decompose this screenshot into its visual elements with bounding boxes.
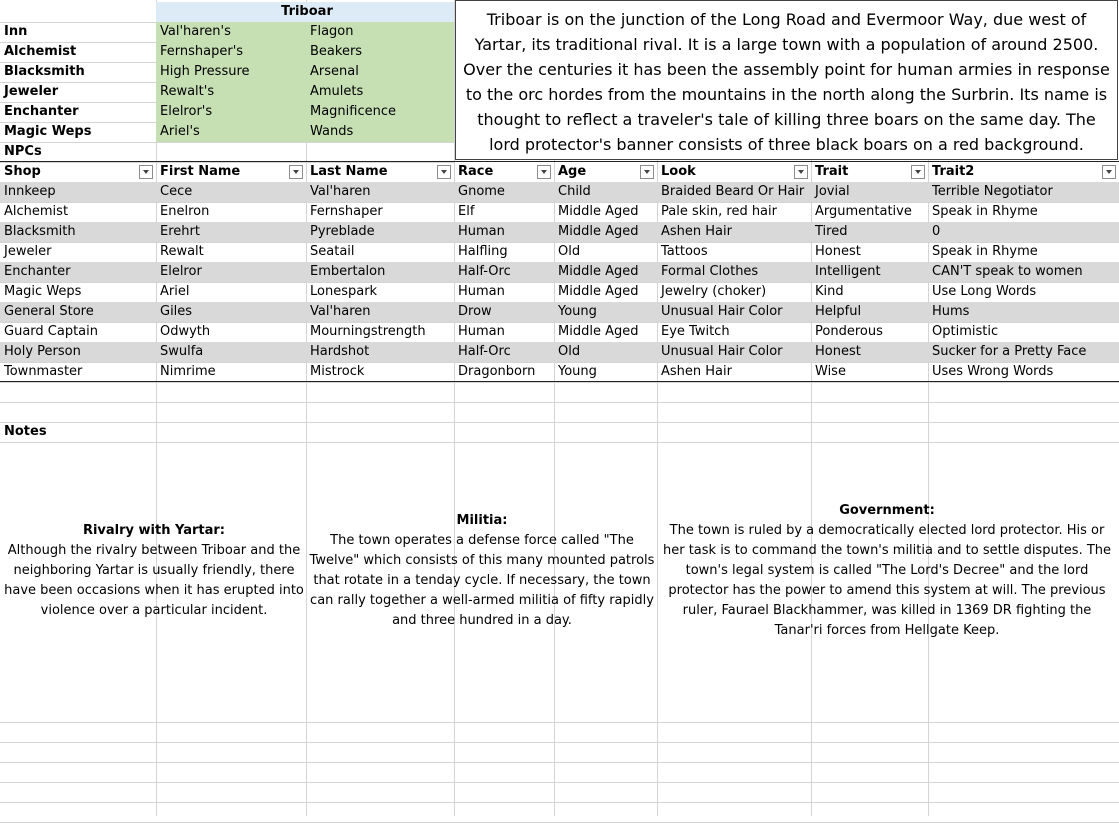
table-cell[interactable]: Townmaster bbox=[4, 364, 83, 379]
gridline bbox=[0, 422, 1119, 423]
table-cell[interactable]: Jewelry (choker) bbox=[661, 284, 767, 299]
table-cell[interactable]: Use Long Words bbox=[932, 284, 1037, 299]
table-cell[interactable]: Uses Wrong Words bbox=[932, 364, 1054, 379]
table-cell[interactable]: Wise bbox=[815, 364, 846, 379]
table-cell[interactable]: Sucker for a Pretty Face bbox=[928, 342, 1119, 362]
shop-item[interactable]: Magnificence bbox=[306, 102, 454, 122]
table-cell[interactable]: Human bbox=[458, 284, 505, 299]
table-cell[interactable]: Human bbox=[454, 222, 554, 242]
table-cell[interactable]: Val'haren bbox=[306, 182, 454, 202]
table-cell[interactable]: Old bbox=[558, 244, 581, 259]
table-cell[interactable]: Blacksmith bbox=[0, 222, 156, 242]
table-cell[interactable]: Lonespark bbox=[310, 284, 378, 299]
table-cell[interactable]: Middle Aged bbox=[558, 324, 639, 339]
shop-type[interactable]: Blacksmith bbox=[4, 64, 85, 79]
note-title: Rivalry with Yartar: bbox=[82, 523, 226, 538]
column-header-label: Trait2 bbox=[932, 164, 975, 179]
table-cell[interactable]: Young bbox=[554, 302, 657, 322]
column-header-label: Last Name bbox=[310, 164, 388, 179]
table-cell[interactable]: Swulfa bbox=[156, 342, 306, 362]
filter-dropdown-icon[interactable] bbox=[289, 165, 303, 179]
table-cell[interactable]: Ariel bbox=[160, 284, 190, 299]
shop-name[interactable]: Elelror's bbox=[156, 102, 306, 122]
table-cell[interactable]: Half-Orc bbox=[454, 342, 554, 362]
filter-dropdown-icon[interactable] bbox=[794, 165, 808, 179]
table-cell[interactable]: Fernshaper bbox=[310, 204, 383, 219]
table-cell[interactable]: Unusual Hair Color bbox=[657, 302, 811, 322]
table-bottom-border bbox=[0, 381, 1119, 382]
table-cell[interactable]: Ponderous bbox=[815, 324, 883, 339]
shop-type[interactable]: Inn bbox=[4, 24, 28, 39]
table-cell[interactable]: Middle Aged bbox=[558, 284, 639, 299]
table-cell[interactable]: Tired bbox=[811, 222, 928, 242]
table-cell[interactable]: Hums bbox=[928, 302, 1119, 322]
column-header[interactable] bbox=[554, 162, 657, 182]
note-body: The town is ruled by a democratically elected lord protector. His or her task is to command the town's militia and to settle disputes. The town's legal system is called "The Lord's Decree" and the lord protector has the power to amend this system at will. The previous ruler, Faurael Blackhammer, was killed in 1369 DR fighting the Tanar'ri forces from Hellgate Keep. bbox=[662, 523, 1112, 638]
table-cell[interactable]: Terrible Negotiator bbox=[928, 182, 1119, 202]
table-cell[interactable]: Mistrock bbox=[310, 364, 365, 379]
table-cell[interactable]: Elelror bbox=[156, 262, 306, 282]
table-cell[interactable]: Seatail bbox=[310, 244, 355, 259]
table-cell[interactable]: Val'haren bbox=[306, 302, 454, 322]
table-cell[interactable]: Pale skin, red hair bbox=[661, 204, 777, 219]
filter-dropdown-icon[interactable] bbox=[640, 165, 654, 179]
shop-type[interactable]: Enchanter bbox=[4, 104, 79, 119]
table-cell[interactable]: Ashen Hair bbox=[661, 364, 732, 379]
column-header-label: Trait bbox=[815, 164, 849, 179]
shop-type[interactable]: Jeweler bbox=[4, 84, 59, 99]
gridline bbox=[0, 382, 1119, 383]
table-cell[interactable]: Alchemist bbox=[4, 204, 69, 219]
table-cell[interactable]: Speak in Rhyme bbox=[932, 204, 1038, 219]
notes-label[interactable]: Notes bbox=[4, 424, 47, 439]
note-body: The town operates a defense force called "The Twelve" which consists of this many mounted patrols that rotate in a tenday cycle. If necessary, the town can rally together a well-armed militia of fifty rapidly and three hundred in a day. bbox=[309, 533, 655, 628]
table-cell[interactable]: Magic Weps bbox=[4, 284, 82, 299]
table-cell[interactable]: Honest bbox=[811, 342, 928, 362]
table-cell[interactable]: Young bbox=[558, 364, 597, 379]
table-cell[interactable]: General Store bbox=[0, 302, 156, 322]
table-cell[interactable]: Half-Orc bbox=[454, 262, 554, 282]
table-cell[interactable]: Guard Captain bbox=[4, 324, 98, 339]
shop-item[interactable]: Amulets bbox=[306, 82, 454, 102]
shop-type[interactable]: Alchemist bbox=[4, 44, 77, 59]
filter-dropdown-icon[interactable] bbox=[911, 165, 925, 179]
table-cell[interactable]: Innkeep bbox=[0, 182, 156, 202]
shop-name[interactable]: Val'haren's bbox=[156, 22, 306, 42]
table-cell[interactable]: Child bbox=[554, 182, 657, 202]
table-cell[interactable]: Speak in Rhyme bbox=[932, 244, 1038, 259]
table-cell[interactable]: Middle Aged bbox=[554, 262, 657, 282]
table-cell[interactable]: Halfling bbox=[458, 244, 508, 259]
gridline bbox=[0, 442, 1119, 443]
table-cell[interactable]: Kind bbox=[815, 284, 844, 299]
table-cell[interactable]: Gnome bbox=[454, 182, 554, 202]
table-cell[interactable]: Formal Clothes bbox=[657, 262, 811, 282]
gridline bbox=[0, 402, 1119, 403]
table-cell[interactable]: Helpful bbox=[811, 302, 928, 322]
table-cell[interactable]: Cece bbox=[156, 182, 306, 202]
table-cell[interactable]: Human bbox=[458, 324, 505, 339]
column-header[interactable] bbox=[156, 162, 306, 182]
column-header[interactable] bbox=[811, 162, 928, 182]
table-cell[interactable]: Enelron bbox=[160, 204, 210, 219]
column-header[interactable] bbox=[928, 162, 1119, 182]
npcs-label[interactable]: NPCs bbox=[4, 144, 42, 159]
shop-item[interactable]: Beakers bbox=[306, 42, 454, 62]
table-cell[interactable]: 0 bbox=[928, 222, 1119, 242]
table-cell[interactable]: Erehrt bbox=[156, 222, 306, 242]
table-cell[interactable]: Tattoos bbox=[661, 244, 708, 259]
table-cell[interactable]: Jovial bbox=[811, 182, 928, 202]
table-cell[interactable]: Intelligent bbox=[811, 262, 928, 282]
shop-name[interactable]: Rewalt's bbox=[156, 82, 306, 102]
table-cell[interactable]: Argumentative bbox=[815, 204, 912, 219]
table-cell[interactable]: Jeweler bbox=[4, 244, 52, 259]
gridline bbox=[0, 742, 1119, 743]
filter-dropdown-icon[interactable] bbox=[1102, 165, 1116, 179]
note-title: Militia: bbox=[456, 513, 508, 528]
town-description[interactable]: Triboar is on the junction of the Long Road and Evermoor Way, due west of Yartar, its traditional rival. It is a large town with a population of around 2500. Over the centuries it has been the assembly point for human armies in response to the orc hordes from the mountains in the north along the Surbrin. Its name is thought to reflect a traveler's tale of killing three boars on the same day. The lord protector's banner consists of three black boars on a red background. bbox=[455, 0, 1118, 160]
shop-name[interactable]: Fernshaper's bbox=[156, 42, 306, 62]
filter-dropdown-icon[interactable] bbox=[537, 165, 551, 179]
table-cell[interactable]: Drow bbox=[454, 302, 554, 322]
table-cell[interactable]: Enchanter bbox=[0, 262, 156, 282]
table-cell[interactable]: Eye Twitch bbox=[661, 324, 730, 339]
table-cell[interactable]: Pyreblade bbox=[306, 222, 454, 242]
column-header[interactable] bbox=[0, 162, 156, 182]
filter-dropdown-icon[interactable] bbox=[139, 165, 153, 179]
table-cell[interactable]: Honest bbox=[815, 244, 861, 259]
gridline bbox=[0, 782, 1119, 783]
table-cell[interactable]: Elf bbox=[458, 204, 475, 219]
table-cell[interactable]: Mourningstrength bbox=[310, 324, 426, 339]
table-cell[interactable]: Rewalt bbox=[160, 244, 204, 259]
table-cell[interactable]: Hardshot bbox=[306, 342, 454, 362]
shop-item[interactable]: Arsenal bbox=[306, 62, 454, 82]
note-government[interactable] bbox=[661, 501, 1113, 641]
table-cell[interactable]: Nimrime bbox=[160, 364, 216, 379]
filter-dropdown-icon[interactable] bbox=[437, 165, 451, 179]
table-cell[interactable]: Ashen Hair bbox=[657, 222, 811, 242]
gridline bbox=[0, 802, 1119, 803]
note-title: Government: bbox=[839, 503, 935, 518]
column-header-label: First Name bbox=[160, 164, 241, 179]
shop-item[interactable]: Flagon bbox=[306, 22, 454, 42]
town-title[interactable]: Triboar bbox=[156, 2, 454, 22]
gridline bbox=[0, 722, 1119, 723]
table-cell[interactable]: Optimistic bbox=[932, 324, 999, 339]
shop-item[interactable]: Wands bbox=[306, 122, 454, 142]
table-cell[interactable]: CAN'T speak to women bbox=[928, 262, 1119, 282]
column-header[interactable] bbox=[657, 162, 811, 182]
table-cell[interactable]: Middle Aged bbox=[558, 204, 639, 219]
column-header-label: Age bbox=[558, 164, 587, 179]
table-cell[interactable]: Dragonborn bbox=[458, 364, 536, 379]
table-cell[interactable]: Braided Beard Or Hair bbox=[657, 182, 811, 202]
gridline bbox=[0, 762, 1119, 763]
table-cell[interactable]: Odwyth bbox=[160, 324, 211, 339]
note-body: Although the rivalry between Triboar and the neighboring Yartar is usually friendly, there have been occasions when it has erupted into violence over a particular incident. bbox=[4, 543, 304, 618]
column-header-label: Look bbox=[661, 164, 696, 179]
shop-name[interactable]: Ariel's bbox=[156, 122, 306, 142]
table-cell[interactable]: Old bbox=[554, 342, 657, 362]
column-header-label: Race bbox=[458, 164, 494, 179]
column-header[interactable] bbox=[306, 162, 454, 182]
note-militia[interactable] bbox=[307, 511, 657, 631]
note-rivalry[interactable] bbox=[2, 521, 306, 621]
table-cell[interactable]: Embertalon bbox=[306, 262, 454, 282]
table-cell[interactable]: Middle Aged bbox=[554, 222, 657, 242]
table-cell[interactable]: Giles bbox=[156, 302, 306, 322]
shop-name[interactable]: High Pressure bbox=[156, 62, 306, 82]
column-header[interactable] bbox=[454, 162, 554, 182]
column-header-label: Shop bbox=[4, 164, 41, 179]
table-cell[interactable]: Unusual Hair Color bbox=[657, 342, 811, 362]
shop-type[interactable]: Magic Weps bbox=[4, 124, 92, 139]
table-cell[interactable]: Holy Person bbox=[0, 342, 156, 362]
